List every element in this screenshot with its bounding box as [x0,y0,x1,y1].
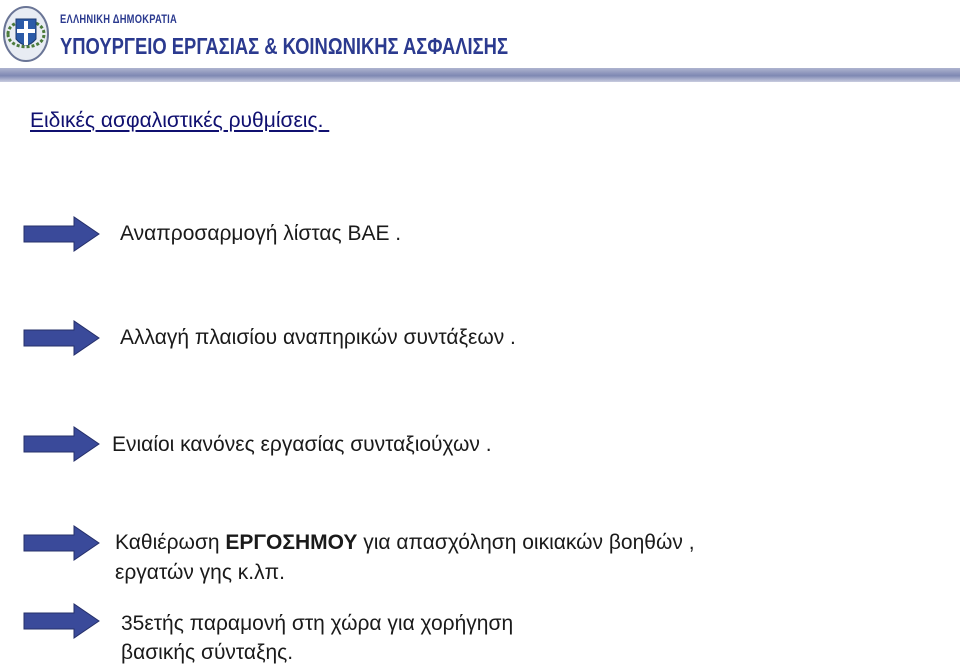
bullet-text: Ενιαίοι κανόνες εργασίας συνταξιούχων . [112,433,492,456]
ministry-name: ΥΠΟΥΡΓΕΙΟ ΕΡΓΑΣΙΑΣ & ΚΟΙΝΩΝΙΚΗΣ ΑΣΦΑΛΙΣΗΣ [60,33,508,59]
bullet-text: Αναπροσαρμογή λίστας ΒΑΕ . [120,222,402,245]
greek-coat-of-arms-icon [2,5,50,63]
org-name-small: ΕΛΛΗΝΙΚΗ ΔΗΜΟΚΡΑΤΙΑ [60,12,177,26]
bullet-text-prefix: Καθιέρωση [115,531,226,554]
header-divider [0,68,960,82]
bullet-text-line2: βασικής σύνταξης. [121,641,294,664]
arrow-right-icon [22,603,100,639]
arrow-right-icon [22,216,100,252]
bullet-text [115,530,695,556]
bullet-text-suffix: για απασχόληση οικιακών βοηθών , [357,531,695,554]
arrow-right-icon [22,426,100,462]
slide-title: Ειδικές ασφαλιστικές ρυθμίσεις. [30,109,330,132]
bullet-text-line2: εργατών γης κ.λπ. [115,561,285,584]
arrow-right-icon [22,525,100,561]
slide-header [0,0,960,70]
bullet-text-bold: ΕΡΓΟΣΗΜΟΥ [225,531,358,554]
bullet-text: Αλλαγή πλαισίου αναπηρικών συντάξεων . [120,326,516,349]
arrow-right-icon [22,320,100,356]
bullet-text: 35ετής παραμονή στη χώρα για χορήγηση [121,612,514,635]
